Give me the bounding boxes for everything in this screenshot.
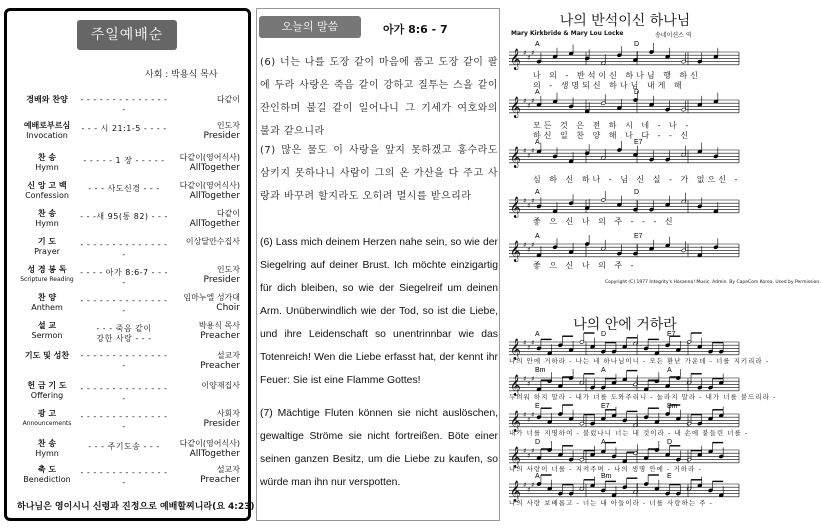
svg-text:♯: ♯ — [527, 416, 531, 424]
order-item-name — [7, 237, 87, 257]
chord-label: A — [535, 89, 540, 96]
music-staff — [505, 438, 743, 466]
treble-clef-icon: 𝄞 — [510, 375, 521, 396]
order-item-detail: - - - 주기도송 - - - — [88, 442, 160, 451]
order-row — [7, 293, 248, 317]
order-item-korean: 설 교 — [37, 321, 57, 330]
music-staff — [505, 472, 743, 500]
chord-label: E7 — [601, 403, 610, 410]
treble-clef-icon: 𝄞 — [510, 447, 521, 468]
svg-text:♯: ♯ — [527, 54, 531, 62]
order-item-english: Anthem — [31, 303, 63, 312]
svg-text:♯: ♯ — [523, 447, 527, 455]
order-item-leader: 박용식 목사 Preacher — [198, 321, 240, 341]
order-item-detail: - - - 사도신경 - - - — [88, 184, 160, 193]
song1-lyric-line: 좋 으 신 나 의 주 - — [533, 261, 637, 270]
treble-clef-icon: 𝄞 — [510, 147, 521, 168]
chord-label: Bm — [601, 473, 612, 480]
order-row — [7, 381, 248, 405]
order-row — [7, 209, 248, 233]
today-word-label: 오늘의 말씀 — [259, 16, 361, 38]
chord-label: D — [667, 439, 673, 446]
german-verse-6: (6) Lass mich deinem Herzen nahe sein, so wie der Siegelring auf deiner Brust. Ich möchte einzigartig für dich bleiben, so wie der Siegelreif um deinen Arm. Unüberwindlich wie der Tod, so ist die Liebe, und ihre Leidenschaft so unentrinnbar wie das Totenreich! Wen die Liebe erfasst hat, der kennt ihr Feuer: Sie ist eine Flamme Gottes! — [260, 237, 498, 386]
order-row — [7, 153, 248, 177]
order-item-english: Hymn — [35, 163, 59, 172]
order-item-name — [7, 95, 87, 105]
order-item-korean: 광 고 — [37, 409, 57, 418]
chord-label: A — [535, 473, 540, 480]
chord-label: D — [634, 189, 640, 196]
order-item-detail: - - - - - - - - - - - - - - - — [80, 351, 168, 370]
svg-text:♯: ♯ — [523, 375, 527, 383]
song1-copyright: Copyright (C) 1977 Integrity's Hosanna! Music. Admin. By CapeCom Korea. Used by Permission. — [605, 280, 821, 285]
chord-label: Bm — [667, 403, 678, 410]
song1-authors: Mary Kirkbride & Mary Lou Locke — [511, 30, 624, 37]
order-item-name — [7, 465, 87, 485]
order-item-detail: - - - 죽음 같이 강한 사랑 - - - — [96, 324, 152, 343]
order-item-name — [7, 153, 87, 173]
order-item-detail: - - - - - - - - - - - - - - - — [80, 384, 168, 403]
order-item-name — [7, 293, 87, 313]
chord-label: E7 — [634, 233, 643, 240]
svg-text:♯: ♯ — [531, 49, 535, 57]
treble-clef-icon: 𝄞 — [510, 241, 521, 262]
order-item-leader: 사회자 Presider — [203, 409, 240, 429]
order-item-korean: 예배로부르심 — [23, 121, 71, 130]
order-row — [7, 409, 248, 433]
chord-label: E — [535, 403, 540, 410]
music-staff — [505, 366, 743, 394]
music-staff — [505, 38, 743, 68]
song2-title: 나의 안에 거하라 — [573, 317, 677, 333]
treble-clef-icon: 𝄞 — [510, 97, 521, 118]
svg-text:♯: ♯ — [527, 344, 531, 352]
song1-translation-note: 송네이션스 역 — [655, 32, 692, 39]
korean-verse-6: (6) 너는 나를 도장 같이 마음에 품고 도장 같이 팔에 두라 사랑은 죽음 같이 강하고 질투는 스올 같이 잔인하며 불길 같이 일어나니 그 기세가 여호와의 불과 같으니라 — [260, 57, 498, 137]
music-staff — [505, 186, 743, 216]
german-verse-7: (7) Mächtige Fluten können sie nicht auslöschen, gewaltige Ströme sie nicht fortreißen. Böte einer seinen ganzen Besitz, um die Liebe zu kaufen, so würde man ihn nur verspotten. — [260, 408, 498, 488]
order-item-korean: 신 앙 고 백 — [27, 181, 67, 190]
order-item-english: Benediction — [23, 475, 71, 484]
chord-label: A — [667, 367, 672, 374]
order-item-leader: 설교자 Preacher — [200, 465, 240, 485]
order-item-english: Hymn — [35, 449, 59, 458]
svg-text:♯: ♯ — [527, 452, 531, 460]
svg-text:♯: ♯ — [523, 49, 527, 57]
song1-lyric-line: 모든 것 은 전 하 시 네 - 나 - — [533, 121, 692, 130]
closing-verse: 하나님은 영이시니 신령과 진정으로 예배할찌니라(요 4:23) — [17, 502, 255, 512]
order-item-leader: 임마누엘 성가대 Choir — [183, 293, 240, 313]
order-row — [7, 95, 248, 119]
korean-verse-7: (7) 많은 물도 이 사랑을 앞지 못하겠고 홍수라도 삼키지 못하나니 사람이 그의 온 가산을 다 주고 사랑과 바꾸려 할지라도 오히려 멸시를 받으리라 — [260, 145, 498, 202]
svg-text:♯: ♯ — [531, 447, 535, 455]
svg-text:♯: ♯ — [527, 486, 531, 494]
music-staff — [505, 330, 743, 358]
song1-lyric-line: 의 - 생명되신 하나님 내게 해 — [533, 81, 685, 90]
order-item-leader: 설교자 Preacher — [200, 351, 240, 371]
order-item-korean: 헌 금 기 도 — [27, 381, 67, 390]
svg-text:♯: ♯ — [527, 380, 531, 388]
svg-text:♯: ♯ — [523, 411, 527, 419]
order-item-leader: 이양재집사 — [201, 381, 240, 390]
order-item-detail: - - - - 아가 8:6-7 - - - - — [80, 268, 168, 287]
order-row — [7, 265, 248, 289]
order-item-korean: 축 도 — [37, 465, 57, 474]
order-item-leader: 인도자 Presider — [203, 121, 240, 141]
svg-text:♯: ♯ — [523, 481, 527, 489]
song2-lyric-line: 나의 사랑이 너를 - 지켜주며 - 나의 생명 안에 - 거하라 - — [509, 465, 702, 473]
scripture-header — [259, 11, 499, 45]
svg-text:♯: ♯ — [531, 241, 535, 249]
order-item-english: Hymn — [35, 219, 59, 228]
chord-label: E7 — [634, 139, 643, 146]
order-item-name — [7, 409, 87, 429]
order-item-english: Invocation — [26, 131, 68, 140]
chord-label: A — [601, 367, 606, 374]
order-item-english: Offering — [30, 391, 64, 400]
song-sheet-panel — [505, 8, 821, 521]
order-item-english: Confession — [25, 191, 69, 200]
order-item-korean: 경배와 찬양 — [26, 95, 68, 104]
svg-text:♯: ♯ — [523, 197, 527, 205]
order-item-leader: 다같이(영어식사) AllTogether — [179, 181, 240, 201]
treble-clef-icon: 𝄞 — [510, 49, 521, 70]
presider-line: 사회 : 박용식 목사 — [145, 70, 218, 80]
chord-label: D — [601, 331, 607, 338]
order-item-english: Scripture Reading — [20, 276, 74, 283]
scripture-panel — [256, 8, 500, 521]
svg-text:♯: ♯ — [523, 339, 527, 347]
svg-text:♯: ♯ — [531, 339, 535, 347]
chord-label: A — [535, 331, 540, 338]
svg-text:♯: ♯ — [531, 481, 535, 489]
svg-text:♯: ♯ — [531, 411, 535, 419]
chord-label: D — [634, 89, 640, 96]
music-staff — [505, 402, 743, 430]
order-item-leader: 다같이 — [216, 95, 240, 104]
song2-lyric-line: 내가 너를 지명하여 - 불렀나니 너는 내 것이라 - 내 손에 붙들린 너를 - — [509, 429, 749, 437]
chord-label: D — [535, 439, 541, 446]
song1-lyric-line: 나 의 - 반석이신 하나님 행 하신 — [533, 71, 701, 80]
svg-text:♯: ♯ — [527, 152, 531, 160]
song2-lyric-line: 나의 안에 거하라 - 나는 네 하나님이니 - 모든 환난 가운데 - 너를 지키리라 - — [509, 357, 770, 365]
order-item-name — [7, 351, 87, 361]
svg-text:♯: ♯ — [523, 147, 527, 155]
order-row — [7, 181, 248, 205]
order-item-name — [7, 121, 87, 141]
order-row — [7, 465, 248, 489]
chord-label: A — [601, 439, 606, 446]
order-item-korean: 성 경 봉 독 — [27, 265, 67, 274]
chord-label: A — [535, 41, 540, 48]
svg-text:♯: ♯ — [523, 97, 527, 105]
svg-text:♯: ♯ — [527, 246, 531, 254]
order-item-detail: - - -새 95(통 82) - - - — [80, 212, 168, 221]
order-item-korean: 찬 송 — [37, 153, 57, 162]
order-item-korean: 기 도 — [37, 237, 57, 246]
svg-text:♯: ♯ — [527, 102, 531, 110]
treble-clef-icon: 𝄞 — [510, 411, 521, 432]
order-item-korean: 찬 송 — [37, 439, 57, 448]
order-item-english: Prayer — [34, 247, 60, 256]
order-item-korean: 찬 송 — [37, 209, 57, 218]
order-item-leader: 다같이 AllTogether — [189, 209, 240, 229]
order-item-english: Announcements — [22, 420, 72, 427]
svg-text:♯: ♯ — [531, 97, 535, 105]
order-item-name — [7, 265, 87, 285]
order-row — [7, 321, 248, 345]
song1-title: 나의 반석이신 하나님 — [559, 13, 691, 29]
chord-label: E — [667, 473, 672, 480]
music-staff — [505, 230, 743, 260]
order-row — [7, 121, 248, 145]
order-item-name — [7, 321, 87, 341]
order-of-worship-panel — [4, 8, 255, 521]
treble-clef-icon: 𝄞 — [510, 339, 521, 360]
chord-label: Bm — [535, 367, 546, 374]
chord-label: A — [535, 233, 540, 240]
chord-label: D — [634, 41, 640, 48]
song2-lyric-line: 두려워 하지 말라 - 내가 너를 도와주리니 - 놀라지 말라 - 내가 너를 붙드리라 - — [509, 393, 777, 401]
order-item-detail: - - - - - - - - - - - - - - - — [80, 296, 168, 315]
order-item-detail: - - - - - - - - - - - - - - - — [80, 95, 168, 114]
chord-label: A — [535, 189, 540, 196]
song2-lyric-line: 나의 사랑 보배롭고 - 너는 내 아들이라 - 너를 사랑하는 주 - — [509, 499, 713, 507]
treble-clef-icon: 𝄞 — [510, 197, 521, 218]
order-item-detail: - - - 시 21:1-5 - - - - — [81, 124, 167, 133]
order-item-detail: - - - - - - - - - - - - - - - — [80, 468, 168, 487]
order-item-name — [7, 381, 87, 401]
order-item-name — [7, 209, 87, 229]
treble-clef-icon: 𝄞 — [510, 481, 521, 502]
order-item-leader: 인도자 Presider — [203, 265, 240, 285]
order-item-name — [7, 181, 87, 201]
order-item-leader: 이상달안수집사 — [185, 237, 240, 246]
order-item-detail: - - - - - - - - - - - - - - - — [80, 412, 168, 431]
order-item-korean: 찬 양 — [37, 293, 57, 302]
order-row — [7, 351, 248, 375]
order-item-leader: 다같이(영어식사) AllTogether — [179, 439, 240, 459]
song1-lyric-line: 하신 일 찬 양 해 나 다 - - 신 — [533, 131, 692, 140]
svg-text:♯: ♯ — [527, 202, 531, 210]
order-item-name — [7, 439, 87, 459]
svg-text:♯: ♯ — [531, 197, 535, 205]
order-row — [7, 237, 248, 261]
order-item-english: Sermon — [31, 331, 63, 340]
order-item-leader: 다같이(영어식사) AllTogether — [179, 153, 240, 173]
chord-label: A — [535, 139, 540, 146]
order-item-detail: - - - - - 1 장 - - - - - — [83, 156, 165, 165]
scripture-reference: 아가 8:6 - 7 — [383, 23, 448, 36]
order-item-korean: 기도 및 성찬 — [24, 351, 70, 360]
svg-text:♯: ♯ — [531, 147, 535, 155]
order-row — [7, 439, 248, 463]
order-item-detail: - - - - - - - - - - - - - - - — [80, 240, 168, 259]
svg-text:♯: ♯ — [531, 375, 535, 383]
chord-label: E7 — [667, 331, 676, 338]
song1-lyric-line: 심 하 신 하나 - 님 신 실 - 가 없으신 - — [533, 175, 741, 184]
svg-text:♯: ♯ — [523, 241, 527, 249]
song1-lyric-line: 좋 으 신 나 의 주 - - - 신 — [533, 217, 676, 226]
order-of-worship-title: 주일예배순 — [77, 20, 177, 50]
